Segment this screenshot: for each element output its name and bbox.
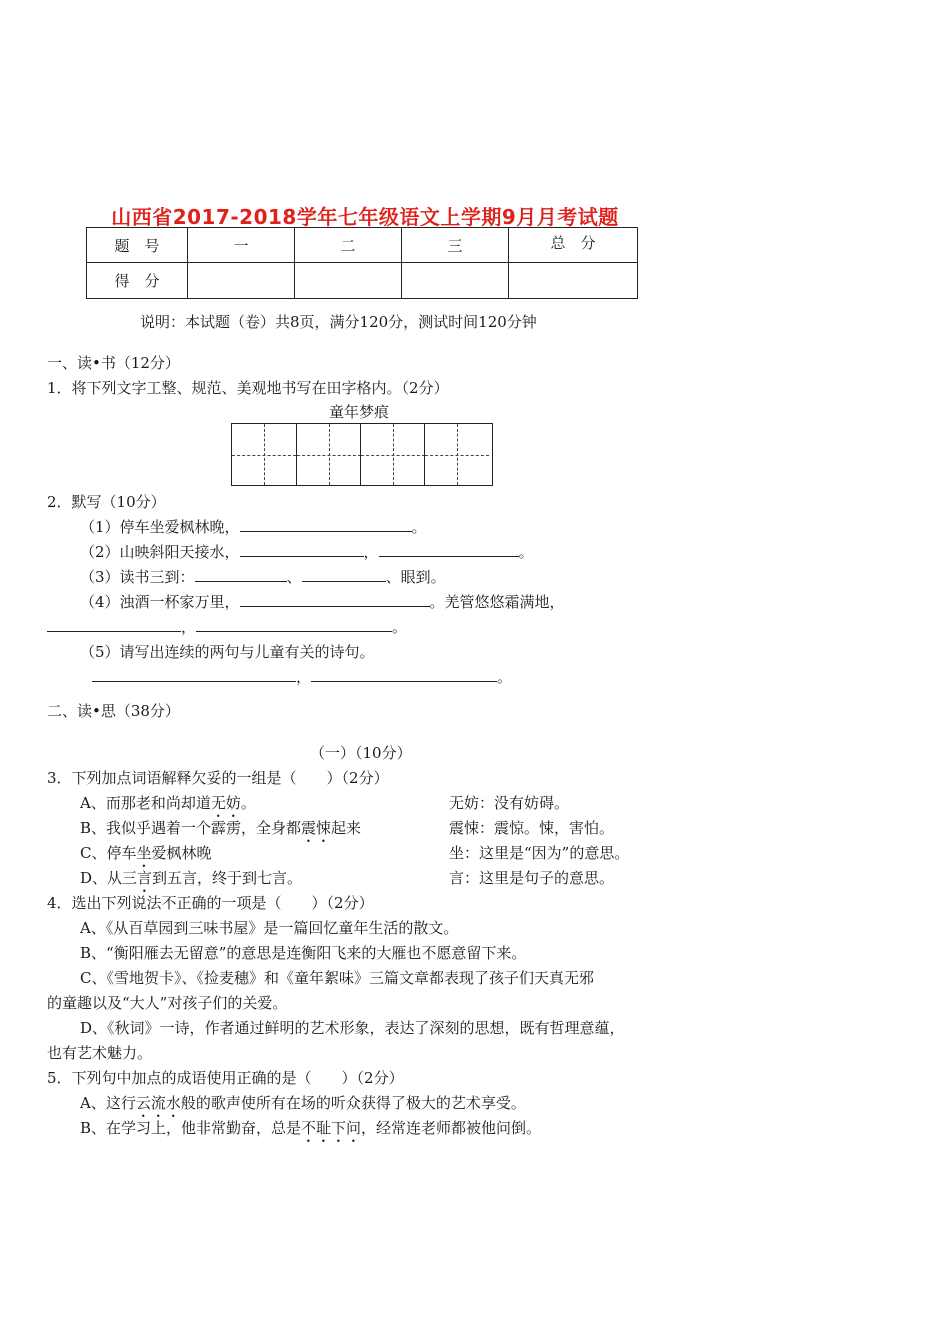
q5-a-dotted: 云流水 [135,1094,181,1112]
q3-c-dotted: 坐 [136,844,152,862]
q5-b-end: ，经常连老师都被他问倒。 [361,1119,542,1137]
q3-b-text: B、我似乎遇着一个霹雳，全身都 [80,819,302,837]
q3-b-explanation: 震悚：震惊。悚，害怕。 [449,819,615,837]
q4-option-b: B、“衡阳雁去无留意”的意思是连衡阳飞来的大雁也不愿意留下来。 [80,944,527,962]
q5-option-b [80,1117,541,1146]
question-2: 2．默写（10分） [47,493,166,511]
q4-option-a: A、《从百草园到三味书屋》是一篇回忆童年生活的散文。 [80,919,459,937]
section1-heading: 一、读•书（12分） [47,354,180,372]
q4-option-d: D、《秋词》一诗，作者通过鲜明的艺术形象，表达了深刻的思想，既有哲理意蕴， [80,1019,625,1037]
q2-4-comma: ， [181,618,197,636]
q2-1 [80,516,427,537]
q2-4 [80,591,565,612]
q3-d-explanation: 言：这里是句子的意思。 [449,869,615,887]
score-header-label: 题 号 [87,228,188,263]
q2-2-comma: ， [363,543,379,561]
q2-2-blank-2[interactable] [379,542,519,557]
question-1: 1．将下列文字工整、规范、美观地书写在田字格内。（2分） [47,379,449,397]
q2-4-blank-3[interactable] [196,617,392,632]
grid-cell[interactable] [232,424,296,485]
q3-a-end: 。 [240,794,256,812]
grid-cell[interactable] [360,424,425,485]
score-table [86,227,638,299]
q4-option-c: C、《雪地贺卡》、《捡麦穗》和《童年絮味》三篇文章都表现了孩子们天真无邪 [80,969,594,987]
q3-a-dotted: 无妨 [210,794,241,812]
q3-d-end: 到五言，终于到七言。 [152,869,303,887]
score-cell-1[interactable] [188,263,295,299]
q3-c-text: C、停车 [80,844,137,862]
q2-2-end: 。 [518,543,534,561]
q2-5-answer [92,666,512,687]
grid-cell[interactable] [424,424,489,485]
score-header-total: 总 分 [509,228,638,263]
score-header-3: 三 [402,228,509,263]
q2-5-blank-2[interactable] [311,667,497,682]
question-5: 5．下列句中加点的成语使用正确的是（ ）（2分） [47,1069,404,1087]
q2-3-dun: 、 [286,568,302,586]
q2-4-text: （4）浊酒一杯家万里， [80,593,240,611]
q1-word: 童年梦痕 [329,403,390,421]
q5-a-end: 般的歌声使所有在场的听众获得了极大的艺术享受。 [180,1094,526,1112]
score-cell-3[interactable] [402,263,509,299]
subsection-1: （一）（10分） [310,744,412,762]
q3-c-end: 爱枫林晚 [151,844,212,862]
section2-heading: 二、读•思（38分） [47,702,180,720]
score-header-2: 二 [295,228,402,263]
question-3: 3．下列加点词语解释欠妥的一组是（ ）（2分） [47,769,389,787]
q2-4-cont [47,616,407,637]
q2-5-comma: ， [296,668,312,686]
q4-option-d-cont: 也有艺术魅力。 [47,1044,153,1062]
q2-1-end: 。 [411,518,427,536]
score-row-label: 得 分 [87,263,188,299]
score-cell-total[interactable] [509,263,638,299]
q2-5: （5）请写出连续的两句与儿童有关的诗句。 [80,643,375,661]
q2-4-end: 。 [392,618,408,636]
q2-5-end: 。 [497,668,513,686]
q3-d-dotted: 言 [137,869,153,887]
q3-a-explanation: 无妨：没有妨碍。 [449,794,570,812]
q2-1-text: （1）停车坐爱枫林晚， [80,518,240,536]
page-title: 山西省2017-2018学年七年级语文上学期9月月考试题 [111,205,619,229]
question-4: 4．选出下列说法不正确的一项是（ ）（2分） [47,894,374,912]
q2-5-blank-1[interactable] [92,667,296,682]
q5-b-text: B、在学习上，他非常勤奋，总是 [80,1119,302,1137]
score-header-1: 一 [188,228,295,263]
q5-a-text: A、这行 [80,1094,136,1112]
q2-3-blank-1[interactable] [195,567,287,582]
q3-a-text: A、而那老和尚却道 [80,794,211,812]
q2-2 [80,541,534,562]
score-cell-2[interactable] [295,263,402,299]
q2-4-mid: 。羌管悠悠霜满地， [429,593,565,611]
tianzige-grid[interactable] [231,423,493,486]
q2-1-blank[interactable] [240,517,412,532]
q2-2-blank-1[interactable] [240,542,364,557]
q3-b-dotted: 震悚 [301,819,332,837]
grid-cell[interactable] [296,424,361,485]
q3-c-explanation: 坐：这里是“因为”的意思。 [449,844,630,862]
q2-3-blank-2[interactable] [302,567,386,582]
q2-4-blank-2[interactable] [47,617,181,632]
exam-note: 说明：本试题（卷）共8页，满分120分，测试时间120分钟 [140,313,537,331]
q3-d-text: D、从三 [80,869,138,887]
q2-2-text: （2）山映斜阳天接水， [80,543,240,561]
q2-4-blank-1[interactable] [240,592,430,607]
q2-3-end: 、眼到。 [385,568,446,586]
q3-b-end: 起来 [331,819,362,837]
q5-b-dotted: 不耻下问 [301,1119,362,1137]
q2-3-text: （3）读书三到： [80,568,195,586]
q2-3 [80,566,446,587]
q4-option-c-cont: 的童趣以及“大人”对孩子们的关爱。 [47,994,288,1012]
